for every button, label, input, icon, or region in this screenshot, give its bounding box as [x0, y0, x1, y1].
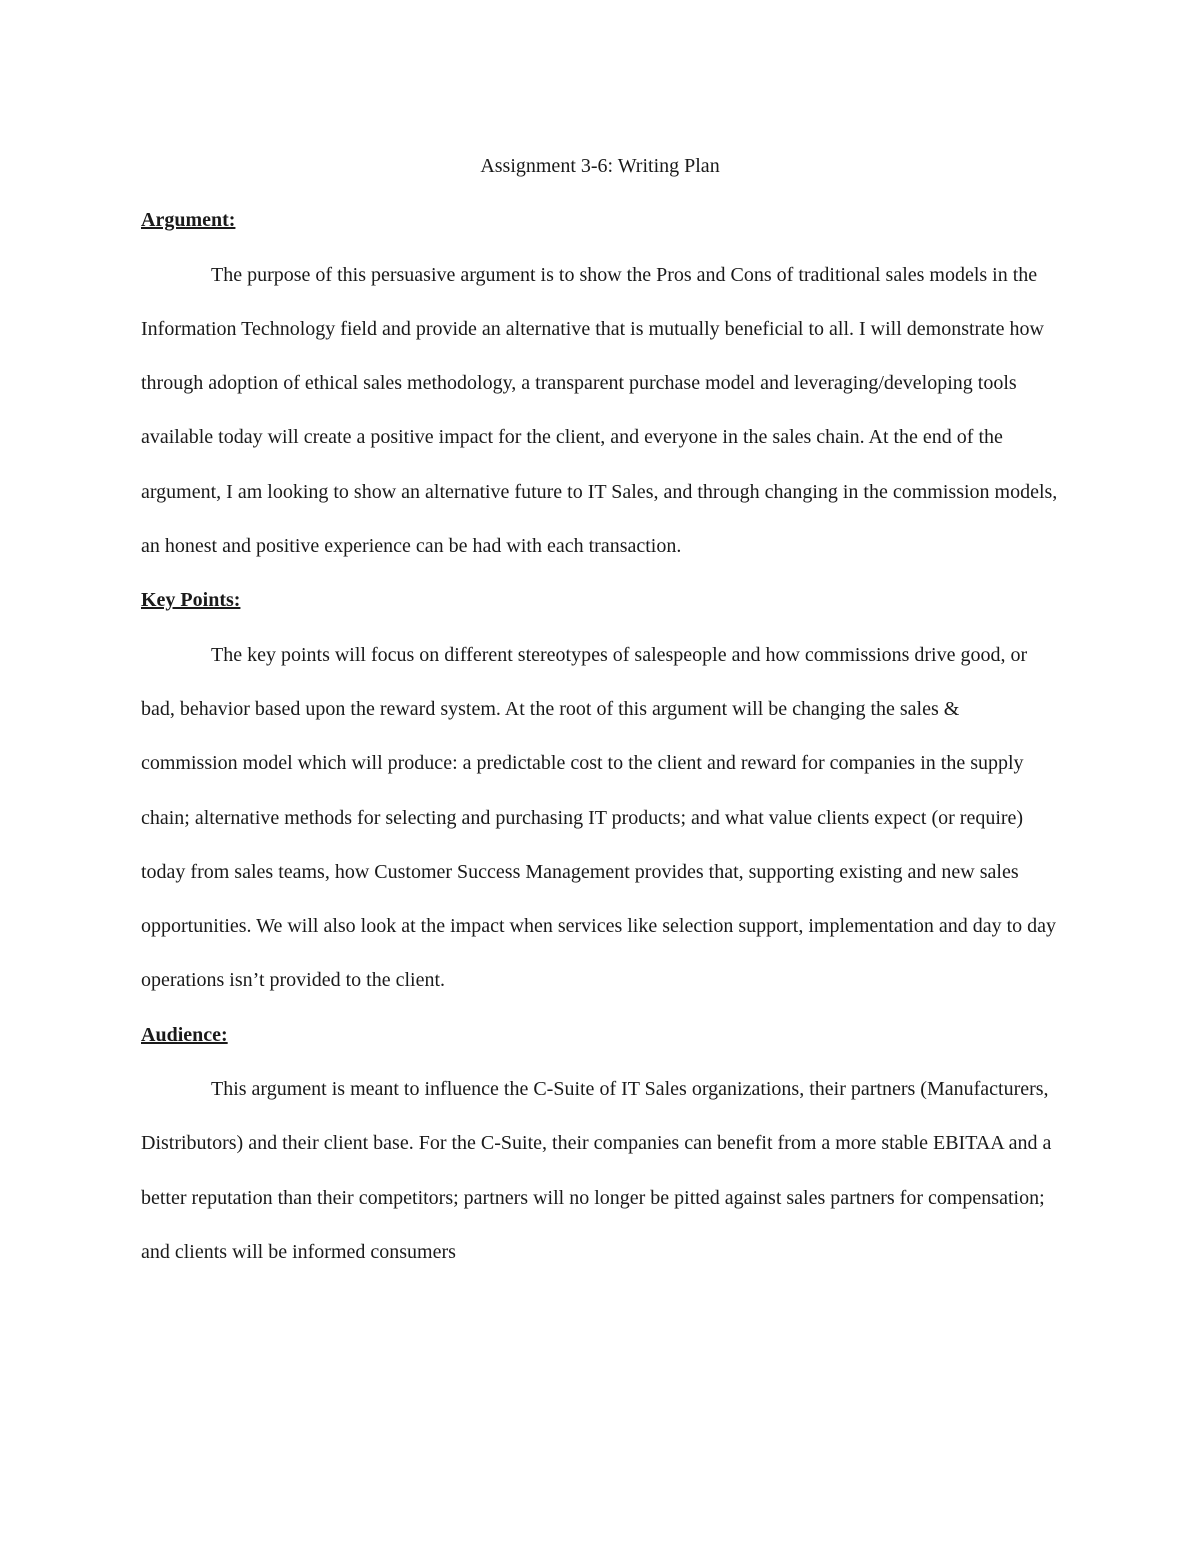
section-body-argument: The purpose of this persuasive argument is to show the Pros and Cons of traditional sales models in the Information Technology field and provide an alternative that is mutually beneficial to all. I will demonstrate how through adoption of ethical sales methodology, a transparent purchase model and leveraging/developing tools available today will create a positive impact for the client, and everyone in the sales chain. At the end of the argument, I am looking to show an alternative future to IT Sales, and through changing in the commission models, an honest and positive experience can be had with each transaction. [141, 263, 1058, 558]
section-heading-argument: Argument: [141, 209, 236, 232]
section-body-audience: This argument is meant to influence the C-Suite of IT Sales organizations, their partners (Manufacturers, Distributors) and their client base. For the C-Suite, their companies can benefit from a more stable EBITAA and a better reputation than their competitors; partners will no longer be pitted against sales partners for compensation; and clients will be informed consumers [141, 1078, 1052, 1263]
section-heading-key-points: Key Points: [141, 589, 241, 612]
document-title: Assignment 3-6: Writing Plan [480, 155, 720, 177]
section-body-key-points: The key points will focus on different stereotypes of salespeople and how commissions drive good, or bad, behavior based upon the reward system. At the root of this argument will be changing the sales & commission model which will produce: a predictable cost to the client and reward for companies in the supply chain; alternative methods for selecting and purchasing IT products; and what value clients expect (or require) today from sales teams, how Customer Success Management provides that, supporting existing and new sales opportunities. We will also look at the impact when services like selection support, implementation and day to day operations isn’t provided to the client. [141, 643, 1057, 992]
section-heading-audience: Audience: [141, 1023, 228, 1046]
document-content [141, 139, 1059, 1279]
